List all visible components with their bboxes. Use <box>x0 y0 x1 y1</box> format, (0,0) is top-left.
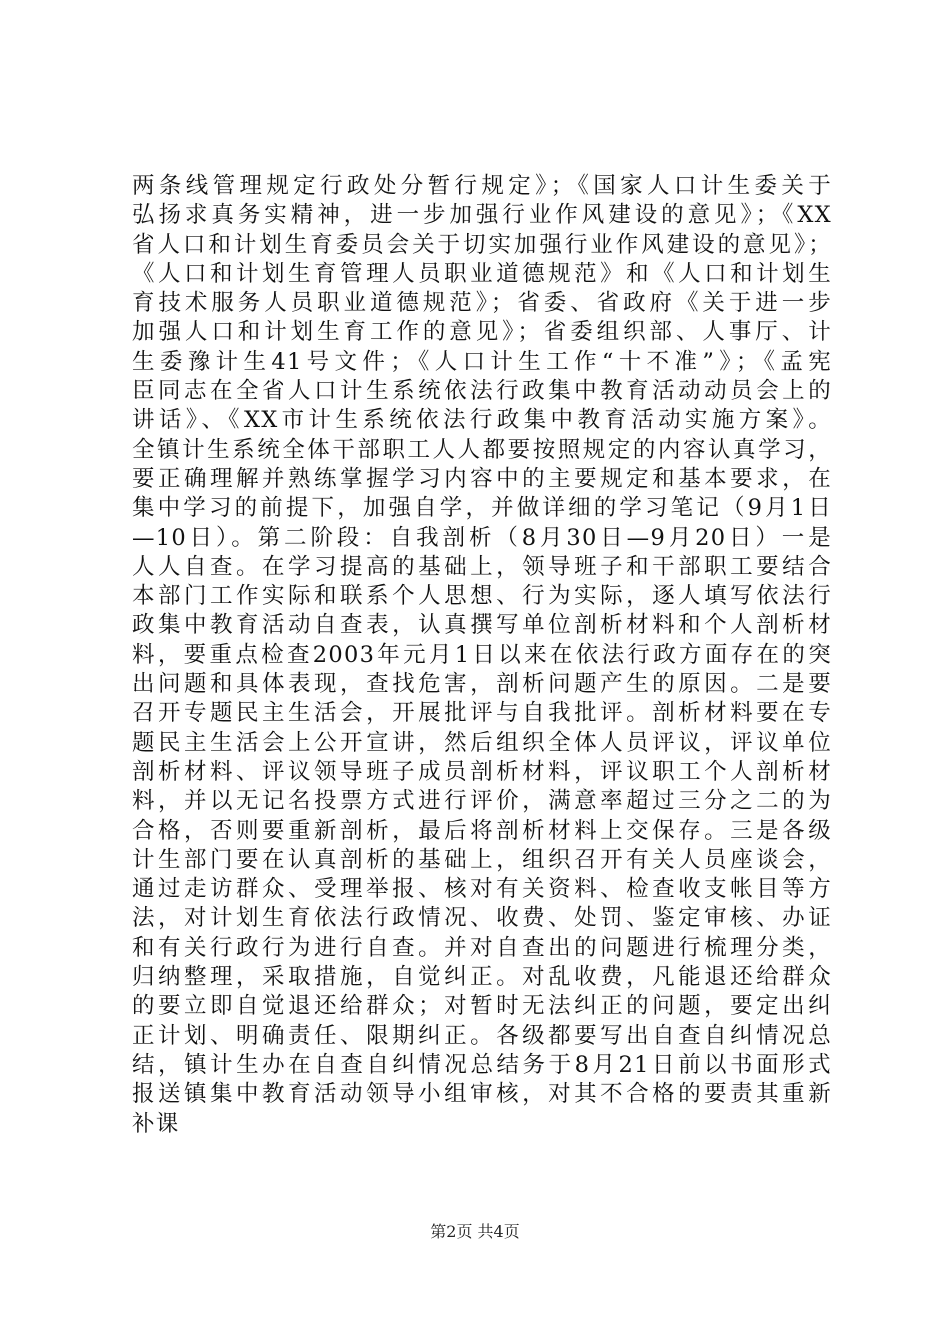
text-line: 本部门工作实际和联系个人思想、行为实际，逐人填写依法行 <box>132 583 832 610</box>
text-line: 法，对计划生育依法行政情况、收费、处罚、鉴定审核、办证 <box>132 905 832 932</box>
text-line: 育技术服务人员职业道德规范》；省委、省政府《关于进一步 <box>132 290 832 317</box>
text-line: 题民主生活会上公开宣讲，然后组织全体人员评议，评议单位 <box>132 729 832 756</box>
text-line: 讲话》、《XX市计生系统依法行政集中教育活动实施方案》。 <box>132 407 832 434</box>
text-line: 要正确理解并熟练掌握学习内容中的主要规定和基本要求，在 <box>132 465 832 492</box>
text-line: 全镇计生系统全体干部职工人人都要按照规定的内容认真学习， <box>132 436 832 463</box>
page-footer <box>0 1222 950 1242</box>
text-line: 正计划、明确责任、限期纠正。各级都要写出自查自纠情况总 <box>132 1022 832 1049</box>
text-line: 两条线管理规定行政处分暂行规定》；《国家人口计生委关于 <box>132 173 832 199</box>
text-line: 《人口和计划生育管理人员职业道德规范》和《人口和计划生 <box>132 260 832 287</box>
text-line: —10日）。第二阶段：自我剖析（8月30日—9月20日）一是 <box>132 524 832 551</box>
text-line: 和有关行政行为进行自查。并对自查出的问题进行梳理分类， <box>132 934 832 961</box>
text-line: 报送镇集中教育活动领导小组审核，对其不合格的要责其重新 <box>132 1081 832 1108</box>
text-line: 归纳整理，采取措施，自觉纠正。对乱收费，凡能退还给群众 <box>132 964 832 991</box>
text-line: 召开专题民主生活会，开展批评与自我批评。剖析材料要在专 <box>132 700 832 727</box>
text-line: 臣同志在全省人口计生系统依法行政集中教育活动动员会上的 <box>132 378 832 405</box>
text-line: 集中学习的前提下，加强自学，并做详细的学习笔记（9月1日 <box>132 495 832 522</box>
text-line: 合格，否则要重新剖析，最后将剖析材料上交保存。三是各级 <box>132 817 832 844</box>
text-line: 出问题和具体表现，查找危害，剖析问题产生的原因。二是要 <box>132 671 832 698</box>
page-number-label: 第2页 共4页 <box>430 1222 520 1241</box>
text-line: 政集中教育活动自查表，认真撰写单位剖析材料和个人剖析材 <box>132 612 832 639</box>
text-line: 料，要重点检查2003年元月1日以来在依法行政方面存在的突 <box>132 641 832 668</box>
text-line: 通过走访群众、受理举报、核对有关资料、检查收支帐目等方 <box>132 876 832 903</box>
text-line: 结，镇计生办在自查自纠情况总结务于8月21日前以书面形式 <box>132 1051 832 1078</box>
text-line: 补课 <box>132 1110 180 1137</box>
text-line: 加强人口和计划生育工作的意见》；省委组织部、人事厅、计 <box>132 319 832 346</box>
text-line: 弘扬求真务实精神，进一步加强行业作风建设的意见》；《XX <box>132 202 832 229</box>
body-text <box>132 172 832 1139</box>
text-line: 省人口和计划生育委员会关于切实加强行业作风建设的意见》； <box>132 231 832 258</box>
text-line: 生委豫计生41号文件；《人口计生工作“十不准”》；《孟宪 <box>132 348 832 375</box>
text-line: 的要立即自觉退还给群众；对暂时无法纠正的问题，要定出纠 <box>132 993 832 1020</box>
text-line: 人人自查。在学习提高的基础上，领导班子和干部职工要结合 <box>132 553 832 580</box>
text-line: 计生部门要在认真剖析的基础上，组织召开有关人员座谈会， <box>132 846 832 873</box>
text-line: 料，并以无记名投票方式进行评价，满意率超过三分之二的为 <box>132 788 832 815</box>
text-line: 剖析材料、评议领导班子成员剖析材料，评议职工个人剖析材 <box>132 758 832 785</box>
